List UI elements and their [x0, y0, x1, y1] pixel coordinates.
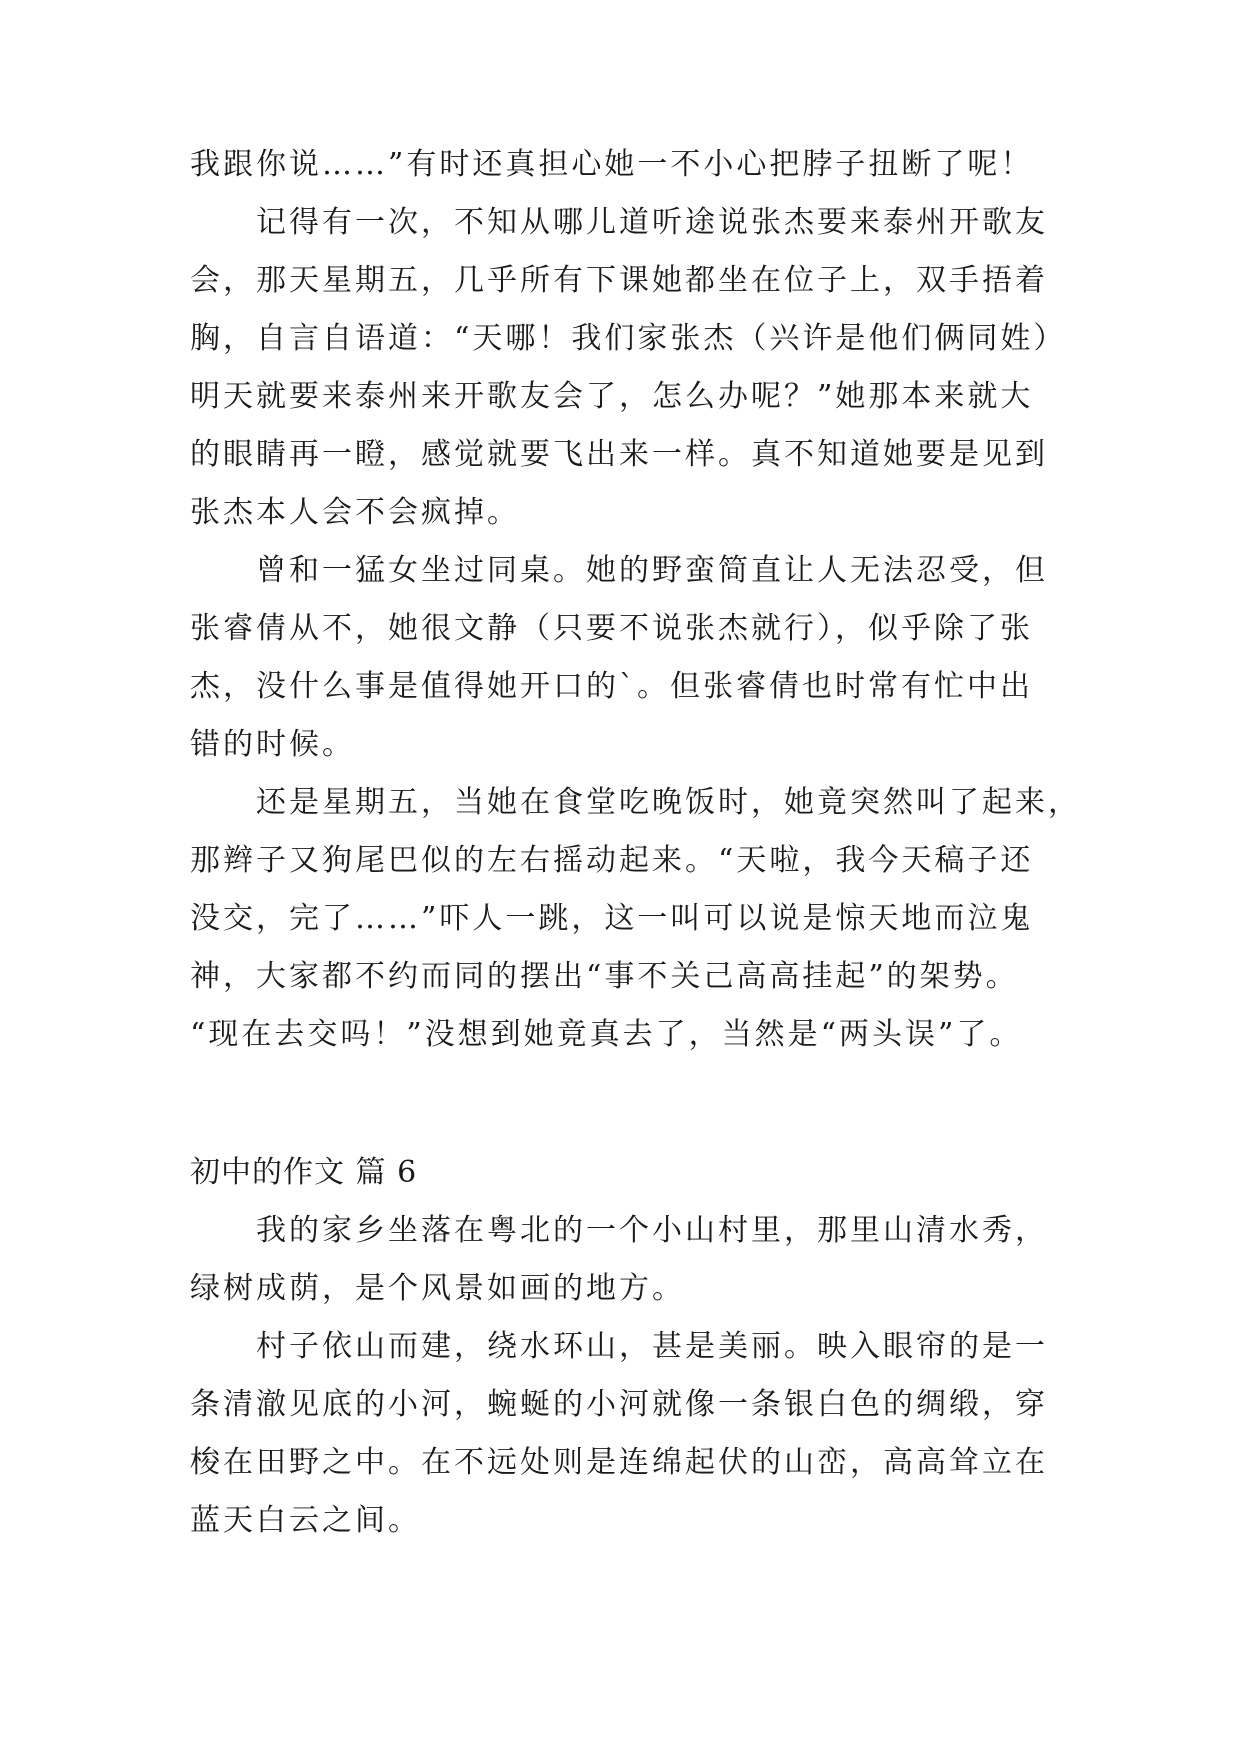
text-line: 明天就要来泰州来开歌友会了，怎么办呢？”她那本来就大 — [190, 379, 1034, 414]
text-line: 张睿倩从不，她很文静（只要不说张杰就行），似乎除了张 — [190, 611, 1033, 646]
text-line: 我的家乡坐落在粤北的一个小山村里，那里山清水秀， — [256, 1213, 1048, 1248]
text-line: 神，大家都不约而同的摆出“事不关己高高挂起”的架势。 — [190, 959, 1019, 994]
section-heading: 初中的作文 篇 6 — [190, 1155, 418, 1190]
text-line: 会，那天星期五，几乎所有下课她都坐在位子上，双手捂着 — [190, 263, 1048, 298]
paragraph — [190, 542, 1060, 774]
text-line: 张杰本人会不会疯掉。 — [190, 495, 520, 530]
text-line: 记得有一次，不知从哪儿道听途说张杰要来泰州开歌友 — [256, 205, 1048, 240]
text-line: 我跟你说……”有时还真担心她一不小心把脖子扭断了呢！ — [190, 147, 1034, 182]
text-line: 曾和一猛女坐过同桌。她的野蛮简直让人无法忍受，但 — [256, 553, 1048, 588]
text-line: 没交，完了……”吓人一跳，这一叫可以说是惊天地而泣鬼 — [190, 901, 1034, 936]
text-line: “现在去交吗！”没想到她竟真去了，当然是“两头误”了。 — [190, 1017, 1023, 1052]
text-line: 那辫子又狗尾巴似的左右摇动起来。“天啦，我今天稿子还 — [190, 843, 1034, 878]
text-line: 杰，没什么事是值得她开口的`。但张睿倩也时常有忙中出 — [190, 669, 1033, 704]
text-line: 村子依山而建，绕水环山，甚是美丽。映入眼帘的是一 — [256, 1329, 1048, 1364]
paragraph — [190, 194, 1067, 542]
paragraph — [190, 774, 1081, 1064]
paragraph — [190, 1202, 1060, 1318]
text-line: 错的时候。 — [190, 727, 355, 762]
paragraph — [190, 1318, 1060, 1550]
text-line: 的眼睛再一瞪，感觉就要飞出来一样。真不知道她要是见到 — [190, 437, 1048, 472]
text-line: 条清澈见底的小河，蜿蜒的小河就像一条银白色的绸缎，穿 — [190, 1387, 1048, 1422]
text-line: 梭在田野之中。在不远处则是连绵起伏的山峦，高高耸立在 — [190, 1445, 1048, 1480]
essay-continuation — [190, 136, 1081, 1064]
text-line: 胸，自言自语道：“天哪！我们家张杰（兴许是他们俩同姓） — [190, 321, 1067, 356]
text-line: 还是星期五，当她在食堂吃晚饭时，她竟突然叫了起来， — [256, 785, 1081, 820]
text-line: 蓝天白云之间。 — [190, 1503, 421, 1538]
essay-section — [190, 1144, 1060, 1550]
text-line: 绿树成荫，是个风景如画的地方。 — [190, 1271, 685, 1306]
paragraph — [190, 136, 1060, 194]
